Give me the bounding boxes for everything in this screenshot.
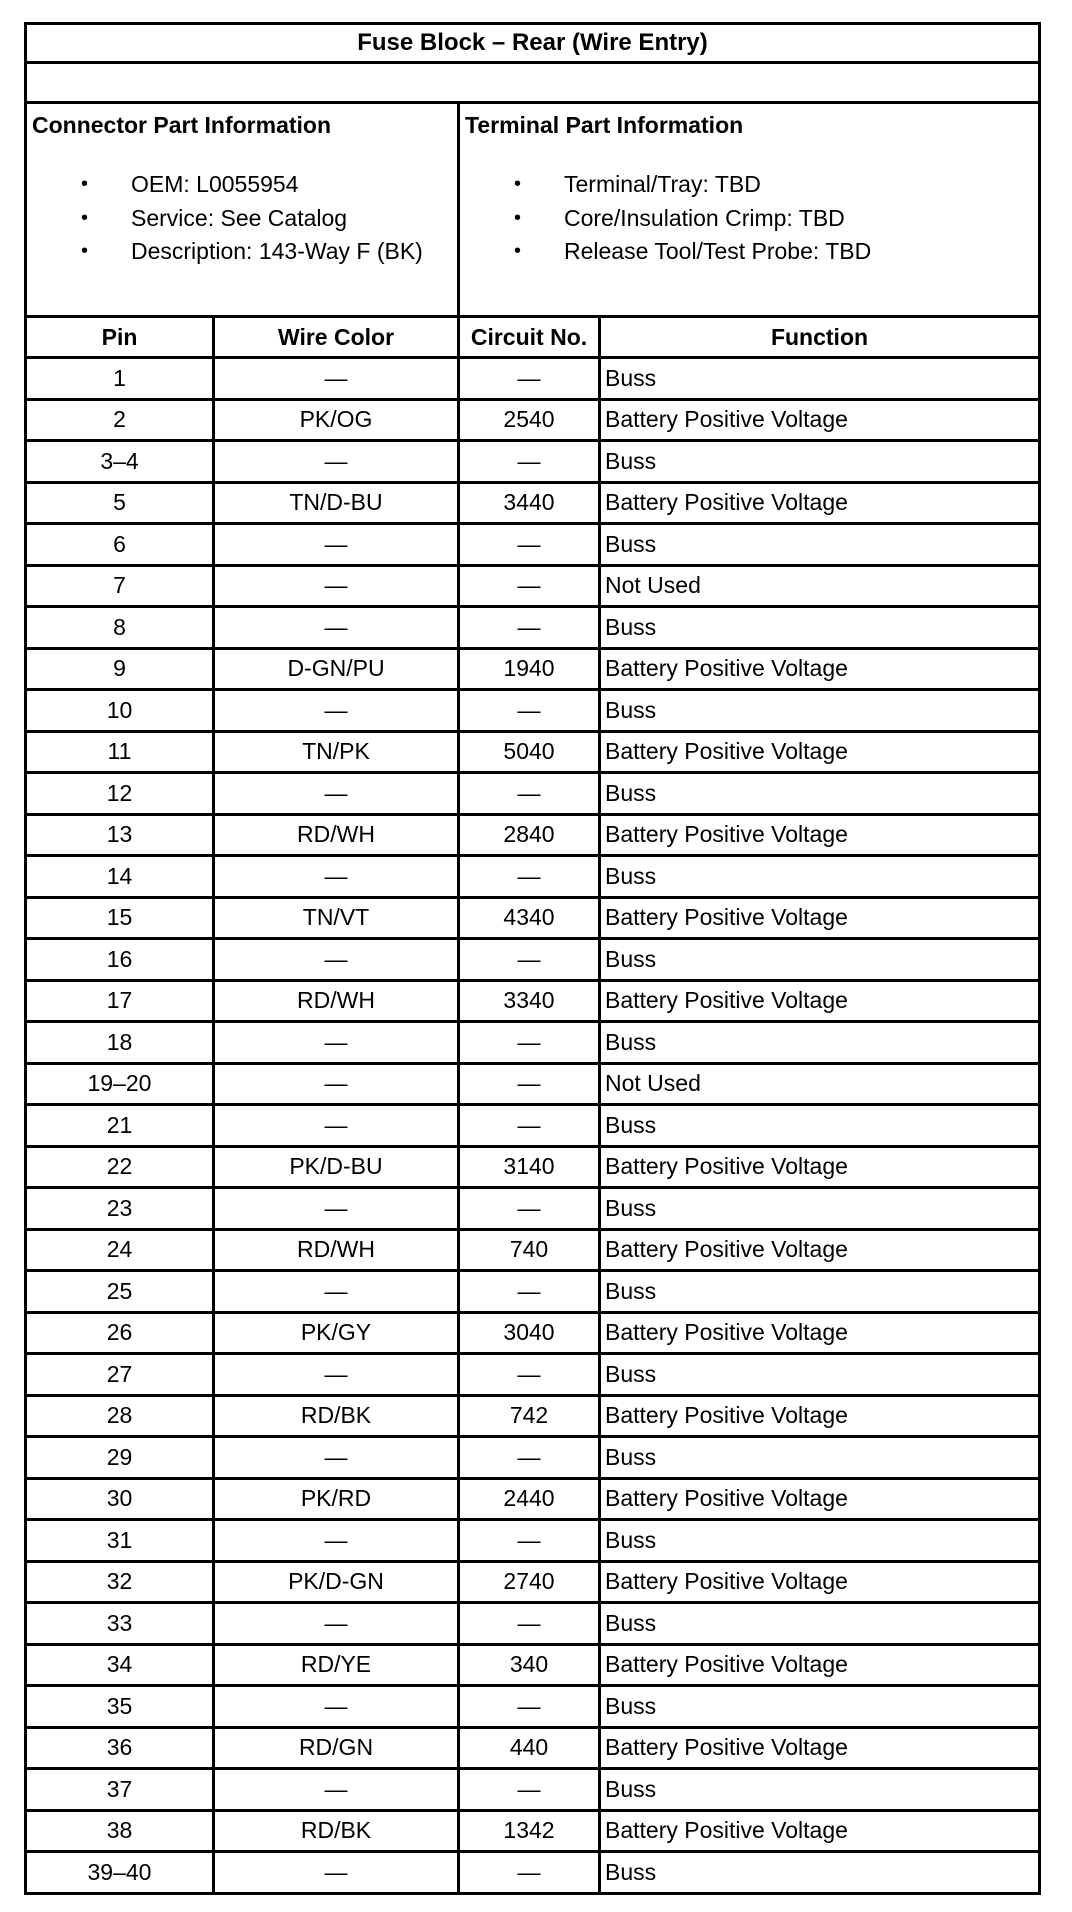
function-cell: Battery Positive Voltage <box>600 731 1040 773</box>
circuit-no-cell: — <box>459 1271 600 1313</box>
circuit-no-cell: — <box>459 856 600 898</box>
terminal-info-cell <box>459 103 1040 317</box>
column-header-function: Function <box>600 317 1040 358</box>
table-row <box>26 939 1040 981</box>
table-row <box>26 607 1040 649</box>
function-cell: Battery Positive Voltage <box>600 980 1040 1022</box>
pin-cell: 34 <box>26 1644 214 1686</box>
circuit-no-cell: — <box>459 1686 600 1728</box>
pin-cell: 6 <box>26 524 214 566</box>
function-cell: Buss <box>600 1188 1040 1230</box>
circuit-no-cell: — <box>459 524 600 566</box>
column-header-row <box>26 317 1040 358</box>
table-row <box>26 897 1040 939</box>
pin-cell: 36 <box>26 1727 214 1769</box>
column-header-wire-color: Wire Color <box>214 317 459 358</box>
pin-cell: 32 <box>26 1561 214 1603</box>
function-cell: Buss <box>600 1603 1040 1645</box>
wire-color-cell: RD/WH <box>214 814 459 856</box>
function-cell: Buss <box>600 1852 1040 1894</box>
wire-color-cell: PK/D-GN <box>214 1561 459 1603</box>
function-cell: Buss <box>600 1686 1040 1728</box>
pin-cell: 12 <box>26 773 214 815</box>
circuit-no-cell: 4340 <box>459 897 600 939</box>
blank-cell <box>26 63 1040 103</box>
pin-cell: 2 <box>26 399 214 441</box>
table-row <box>26 1810 1040 1852</box>
wire-color-cell: — <box>214 358 459 400</box>
function-cell: Buss <box>600 856 1040 898</box>
wire-color-cell: — <box>214 524 459 566</box>
table-row <box>26 1229 1040 1271</box>
function-cell: Buss <box>600 1769 1040 1811</box>
table-row <box>26 1022 1040 1064</box>
pin-cell: 30 <box>26 1478 214 1520</box>
wire-color-cell: — <box>214 1603 459 1645</box>
wire-color-cell: RD/BK <box>214 1810 459 1852</box>
table-row <box>26 565 1040 607</box>
table-row <box>26 1146 1040 1188</box>
pin-cell: 9 <box>26 648 214 690</box>
function-cell: Not Used <box>600 1063 1040 1105</box>
table-row <box>26 1354 1040 1396</box>
connector-info-text: Description: 143-Way F (BK) <box>131 238 423 264</box>
table-row <box>26 980 1040 1022</box>
circuit-no-cell: 3340 <box>459 980 600 1022</box>
function-cell: Buss <box>600 690 1040 732</box>
function-cell: Buss <box>600 939 1040 981</box>
circuit-no-cell: — <box>459 939 600 981</box>
pin-cell: 3–4 <box>26 441 214 483</box>
connector-info-item <box>27 168 457 202</box>
connector-info-item <box>27 235 457 269</box>
pin-cell: 16 <box>26 939 214 981</box>
function-cell: Battery Positive Voltage <box>600 1229 1040 1271</box>
pin-cell: 24 <box>26 1229 214 1271</box>
table-row <box>26 1686 1040 1728</box>
table-row <box>26 814 1040 856</box>
connector-info-text: Service: See Catalog <box>131 204 348 231</box>
wire-color-cell: PK/OG <box>214 399 459 441</box>
terminal-info-text: Release Tool/Test Probe: TBD <box>564 238 872 264</box>
function-cell: Battery Positive Voltage <box>600 897 1040 939</box>
function-cell: Buss <box>600 358 1040 400</box>
wire-color-cell: TN/VT <box>214 897 459 939</box>
function-cell: Buss <box>600 1271 1040 1313</box>
circuit-no-cell: 340 <box>459 1644 600 1686</box>
bullet-icon: • <box>514 206 522 229</box>
wire-color-cell: — <box>214 1188 459 1230</box>
table-row <box>26 648 1040 690</box>
wire-color-cell: — <box>214 1520 459 1562</box>
pin-cell: 15 <box>26 897 214 939</box>
wire-color-cell: — <box>214 856 459 898</box>
wire-color-cell: D-GN/PU <box>214 648 459 690</box>
table-row <box>26 1105 1040 1147</box>
circuit-no-cell: — <box>459 358 600 400</box>
bullet-icon: • <box>81 206 89 229</box>
circuit-no-cell: — <box>459 773 600 815</box>
terminal-info-item <box>460 235 1038 269</box>
pin-cell: 25 <box>26 1271 214 1313</box>
function-cell: Battery Positive Voltage <box>600 814 1040 856</box>
terminal-info-item <box>460 168 1038 202</box>
circuit-no-cell: — <box>459 1852 600 1894</box>
wire-color-cell: — <box>214 1063 459 1105</box>
pin-cell: 17 <box>26 980 214 1022</box>
wire-color-cell: TN/PK <box>214 731 459 773</box>
terminal-info-list <box>460 168 1038 269</box>
table-body <box>26 24 1040 1894</box>
column-header-circuit-no: Circuit No. <box>459 317 600 358</box>
function-cell: Battery Positive Voltage <box>600 1395 1040 1437</box>
circuit-no-cell: 2540 <box>459 399 600 441</box>
pin-cell: 7 <box>26 565 214 607</box>
circuit-no-cell: 3040 <box>459 1312 600 1354</box>
blank-row <box>26 63 1040 103</box>
pin-cell: 22 <box>26 1146 214 1188</box>
wire-color-cell: PK/D-BU <box>214 1146 459 1188</box>
bullet-icon: • <box>514 173 522 195</box>
pin-cell: 31 <box>26 1520 214 1562</box>
terminal-info-heading: Terminal Part Information <box>465 112 744 138</box>
wire-color-cell: — <box>214 1354 459 1396</box>
pin-cell: 28 <box>26 1395 214 1437</box>
table-row <box>26 856 1040 898</box>
function-cell: Battery Positive Voltage <box>600 399 1040 441</box>
pin-cell: 26 <box>26 1312 214 1354</box>
bullet-icon: • <box>81 173 89 195</box>
pin-cell: 21 <box>26 1105 214 1147</box>
table-row <box>26 731 1040 773</box>
function-cell: Battery Positive Voltage <box>600 1727 1040 1769</box>
circuit-no-cell: — <box>459 1769 600 1811</box>
table-row <box>26 1769 1040 1811</box>
circuit-no-cell: — <box>459 1105 600 1147</box>
function-cell: Buss <box>600 441 1040 483</box>
title-row <box>26 24 1040 63</box>
table-row <box>26 773 1040 815</box>
pin-cell: 33 <box>26 1603 214 1645</box>
function-cell: Buss <box>600 773 1040 815</box>
wire-color-cell: — <box>214 441 459 483</box>
connector-info-cell <box>26 103 459 317</box>
table-row <box>26 1312 1040 1354</box>
pin-cell: 18 <box>26 1022 214 1064</box>
function-cell: Battery Positive Voltage <box>600 1810 1040 1852</box>
pin-cell: 38 <box>26 1810 214 1852</box>
table-row <box>26 524 1040 566</box>
circuit-no-cell: 2740 <box>459 1561 600 1603</box>
table-row <box>26 1395 1040 1437</box>
circuit-no-cell: 2840 <box>459 814 600 856</box>
pin-cell: 23 <box>26 1188 214 1230</box>
connector-info-list <box>27 168 457 269</box>
wire-color-cell: — <box>214 1271 459 1313</box>
function-cell: Not Used <box>600 565 1040 607</box>
circuit-no-cell: 742 <box>459 1395 600 1437</box>
function-cell: Buss <box>600 607 1040 649</box>
connector-info-text: OEM: L0055954 <box>131 171 299 197</box>
function-cell: Buss <box>600 1520 1040 1562</box>
pin-cell: 11 <box>26 731 214 773</box>
connector-info-heading: Connector Part Information <box>32 112 332 138</box>
function-cell: Buss <box>600 1437 1040 1479</box>
wire-color-cell: — <box>214 607 459 649</box>
pin-cell: 10 <box>26 690 214 732</box>
function-cell: Battery Positive Voltage <box>600 482 1040 524</box>
table-row <box>26 1644 1040 1686</box>
wire-color-cell: RD/GN <box>214 1727 459 1769</box>
wire-color-cell: — <box>214 1769 459 1811</box>
function-cell: Battery Positive Voltage <box>600 648 1040 690</box>
circuit-no-cell: — <box>459 1520 600 1562</box>
circuit-no-cell: — <box>459 1022 600 1064</box>
table-row <box>26 482 1040 524</box>
circuit-no-cell: 2440 <box>459 1478 600 1520</box>
pin-cell: 35 <box>26 1686 214 1728</box>
circuit-no-cell: 3440 <box>459 482 600 524</box>
function-cell: Buss <box>600 1105 1040 1147</box>
wire-color-cell: — <box>214 1852 459 1894</box>
circuit-no-cell: — <box>459 690 600 732</box>
wire-color-cell: — <box>214 1105 459 1147</box>
terminal-info-text: Terminal/Tray: TBD <box>564 171 761 197</box>
table-row <box>26 1063 1040 1105</box>
circuit-no-cell: — <box>459 1063 600 1105</box>
function-cell: Battery Positive Voltage <box>600 1644 1040 1686</box>
part-info-row <box>26 103 1040 317</box>
circuit-no-cell: 5040 <box>459 731 600 773</box>
table-row <box>26 399 1040 441</box>
table-row <box>26 1727 1040 1769</box>
wire-color-cell: — <box>214 773 459 815</box>
circuit-no-cell: 3140 <box>459 1146 600 1188</box>
table-row <box>26 1561 1040 1603</box>
function-cell: Buss <box>600 524 1040 566</box>
wire-color-cell: — <box>214 1686 459 1728</box>
circuit-no-cell: 740 <box>459 1229 600 1271</box>
bullet-icon: • <box>81 240 89 262</box>
pin-cell: 19–20 <box>26 1063 214 1105</box>
function-cell: Buss <box>600 1354 1040 1396</box>
wire-color-cell: — <box>214 939 459 981</box>
column-header-pin: Pin <box>26 317 214 358</box>
wire-color-cell: — <box>214 690 459 732</box>
pin-cell: 14 <box>26 856 214 898</box>
wire-color-cell: PK/GY <box>214 1312 459 1354</box>
wire-color-cell: RD/WH <box>214 980 459 1022</box>
circuit-no-cell: 1342 <box>459 1810 600 1852</box>
table-row <box>26 1188 1040 1230</box>
circuit-no-cell: — <box>459 1603 600 1645</box>
function-cell: Buss <box>600 1022 1040 1064</box>
function-cell: Battery Positive Voltage <box>600 1146 1040 1188</box>
table-row <box>26 1271 1040 1313</box>
function-cell: Battery Positive Voltage <box>600 1561 1040 1603</box>
circuit-no-cell: — <box>459 1188 600 1230</box>
terminal-info-text: Core/Insulation Crimp: TBD <box>564 204 845 231</box>
circuit-no-cell: — <box>459 1437 600 1479</box>
wire-color-cell: RD/YE <box>214 1644 459 1686</box>
pin-cell: 13 <box>26 814 214 856</box>
pin-cell: 1 <box>26 358 214 400</box>
circuit-no-cell: 1940 <box>459 648 600 690</box>
wire-color-cell: TN/D-BU <box>214 482 459 524</box>
pin-cell: 39–40 <box>26 1852 214 1894</box>
connector-pinout-table <box>24 22 1041 1895</box>
circuit-no-cell: — <box>459 1354 600 1396</box>
connector-info-item <box>27 202 457 236</box>
table-row <box>26 1478 1040 1520</box>
wire-color-cell: — <box>214 1022 459 1064</box>
pin-cell: 37 <box>26 1769 214 1811</box>
bullet-icon: • <box>514 240 522 262</box>
circuit-no-cell: 440 <box>459 1727 600 1769</box>
wire-color-cell: PK/RD <box>214 1478 459 1520</box>
function-cell: Battery Positive Voltage <box>600 1312 1040 1354</box>
table-title: Fuse Block – Rear (Wire Entry) <box>26 24 1040 63</box>
terminal-info-item <box>460 202 1038 236</box>
pin-cell: 8 <box>26 607 214 649</box>
circuit-no-cell: — <box>459 441 600 483</box>
wire-color-cell: — <box>214 1437 459 1479</box>
pin-cell: 29 <box>26 1437 214 1479</box>
table-row <box>26 1852 1040 1894</box>
table-row <box>26 1437 1040 1479</box>
pin-cell: 5 <box>26 482 214 524</box>
wire-color-cell: — <box>214 565 459 607</box>
table-row <box>26 690 1040 732</box>
function-cell: Battery Positive Voltage <box>600 1478 1040 1520</box>
circuit-no-cell: — <box>459 565 600 607</box>
table-row <box>26 1603 1040 1645</box>
table-row <box>26 1520 1040 1562</box>
circuit-no-cell: — <box>459 607 600 649</box>
table-row <box>26 441 1040 483</box>
wire-color-cell: RD/WH <box>214 1229 459 1271</box>
wire-color-cell: RD/BK <box>214 1395 459 1437</box>
pin-cell: 27 <box>26 1354 214 1396</box>
table-row <box>26 358 1040 400</box>
